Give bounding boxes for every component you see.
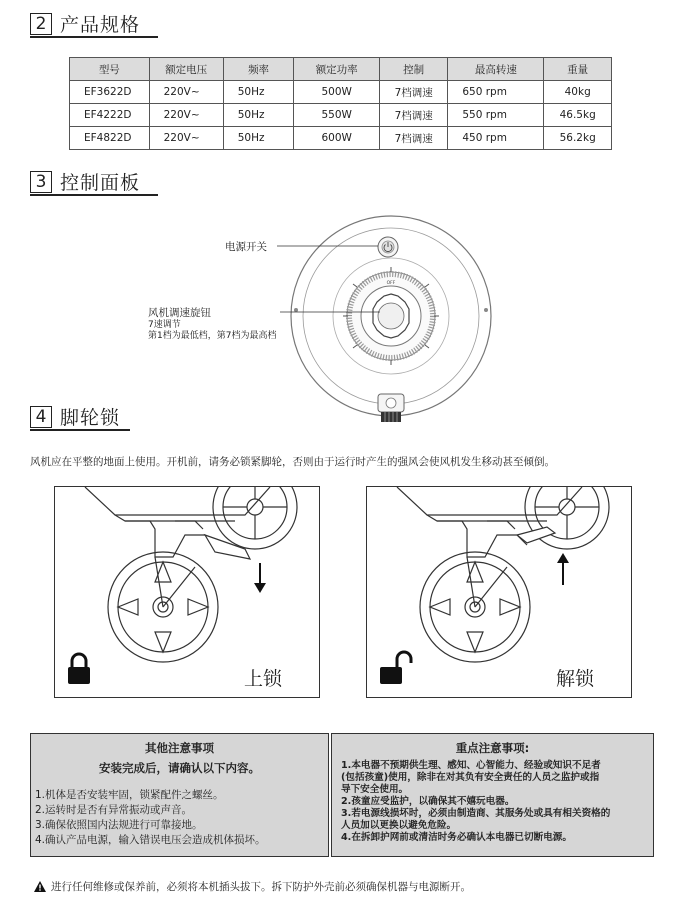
note-item: 导下安全使用。 <box>341 784 409 795</box>
table-cell: 7档调速 <box>379 81 447 104</box>
note-item: (包括孩童)使用，除非在对其负有安全责任的人员之监护或指 <box>341 772 600 783</box>
table-row <box>70 104 612 127</box>
power-plug-icon <box>378 394 404 422</box>
table-cell: EF4222D <box>70 104 150 127</box>
speed-knob-desc: 7速调节 <box>148 320 181 330</box>
table-cell: 220V~ <box>149 127 223 150</box>
table-cell: EF4822D <box>70 127 150 150</box>
table-cell: 46.5kg <box>544 104 612 127</box>
arrow-up-icon <box>557 553 569 585</box>
table-cell: 600W <box>294 127 380 150</box>
table-cell: 7档调速 <box>379 127 447 150</box>
table-row <box>70 81 612 104</box>
column-header: 型号 <box>70 58 150 81</box>
table-cell: 450 rpm <box>448 127 544 150</box>
footer-warning-text: 进行任何维修或保养前，必须将本机插头拔下。拆下防护外壳前必须确保机器与电源断开。 <box>51 881 471 893</box>
column-header: 控制 <box>379 58 447 81</box>
spec-table <box>69 57 612 150</box>
note-item: 2.孩童应受监护，以确保其不嬉玩电器。 <box>341 796 515 807</box>
lock-label: 上锁 <box>244 668 283 690</box>
section-spec-header <box>30 10 140 37</box>
column-header: 额定功率 <box>294 58 380 81</box>
section-title: 产品规格 <box>60 14 141 36</box>
section-panel-header <box>30 168 140 195</box>
table-cell: 500W <box>294 81 380 104</box>
table-cell: 40kg <box>544 81 612 104</box>
table-cell: 7档调速 <box>379 104 447 127</box>
speed-knob-desc2: 第1档为最低档，第7档为最高档 <box>148 331 277 341</box>
section-underline <box>30 194 158 196</box>
note-item: 1.机体是否安装牢固，锁紧配件之螺丝。 <box>35 789 224 801</box>
section-title: 脚轮锁 <box>60 407 121 429</box>
other-notes-title: 其他注意事项 <box>145 741 214 755</box>
column-header: 重量 <box>544 58 612 81</box>
key-notes-title: 重点注意事项: <box>455 741 530 755</box>
other-notes-subtitle: 安装完成后，请确认以下内容。 <box>99 761 260 775</box>
table-header-row <box>70 58 612 81</box>
note-item: 人员加以更换以避免危险。 <box>341 820 457 831</box>
table-row <box>70 127 612 150</box>
section-number: 2 <box>30 13 52 35</box>
table-cell: 220V~ <box>149 81 223 104</box>
section-underline <box>30 429 130 431</box>
table-cell: 50Hz <box>223 127 294 150</box>
off-mark: OFF <box>386 281 396 286</box>
section-caster-header <box>30 403 120 430</box>
note-item: 3.确保依照国内法规进行可靠接地。 <box>35 819 203 831</box>
key-notes-box <box>331 733 654 857</box>
section-number: 4 <box>30 406 52 428</box>
table-cell: 550W <box>294 104 380 127</box>
table-cell: 56.2kg <box>544 127 612 150</box>
power-switch-label: 电源开关 <box>225 241 267 253</box>
section-title: 控制面板 <box>60 172 141 194</box>
lock-icon <box>68 654 90 684</box>
unlock-illustration <box>366 486 632 698</box>
table-cell: EF3622D <box>70 81 150 104</box>
note-item: 2.运转时是否有异常振动或声音。 <box>35 804 193 816</box>
unlock-label: 解锁 <box>556 668 595 690</box>
table-cell: 650 rpm <box>448 81 544 104</box>
footer-warning <box>34 879 471 894</box>
caster-intro-text: 风机应在平整的地面上使用。开机前，请务必锁紧脚轮，否则由于运行时产生的强风会使风机发生移动甚至倾倒。 <box>30 456 555 468</box>
table-cell: 550 rpm <box>448 104 544 127</box>
section-number: 3 <box>30 171 52 193</box>
note-item: 1.本电器不预期供生理、感知、心智能力、经验或知识不足者 <box>341 760 601 771</box>
note-item: 4.在拆卸护网前或清洁时务必确认本电器已切断电源。 <box>341 832 572 843</box>
lock-illustration <box>54 486 320 698</box>
warning-icon <box>34 881 46 892</box>
column-header: 额定电压 <box>149 58 223 81</box>
section-underline <box>30 36 158 38</box>
other-notes-box <box>30 733 329 857</box>
arrow-down-icon <box>254 563 266 593</box>
note-item: 4.确认产品电源，输入错误电压会造成机体损坏。 <box>35 834 266 846</box>
column-header: 频率 <box>223 58 294 81</box>
table-cell: 50Hz <box>223 81 294 104</box>
unlock-icon <box>380 652 411 684</box>
note-item: 3.若电源线损坏时，必须由制造商、其服务处或具有相关资格的 <box>341 808 611 819</box>
table-cell: 220V~ <box>149 104 223 127</box>
speed-knob-label: 风机调速旋钮 <box>148 307 211 319</box>
table-cell: 50Hz <box>223 104 294 127</box>
column-header: 最高转速 <box>448 58 544 81</box>
